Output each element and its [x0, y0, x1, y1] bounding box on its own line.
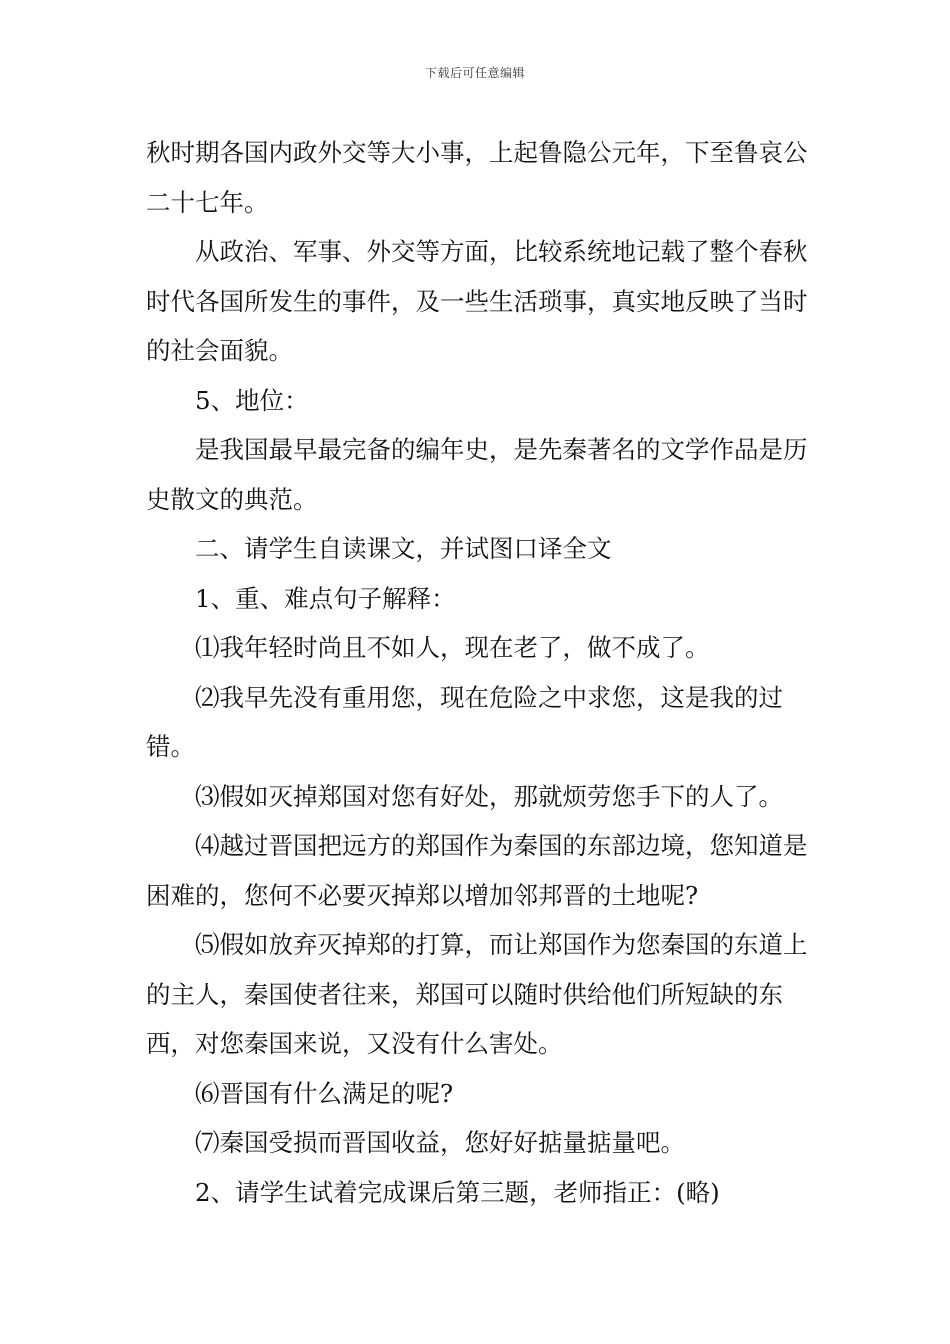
paragraph: 从政治、军事、外交等方面，比较系统地记载了整个春秋时代各国所发生的事件，及一些生活琐事，真实地反映了当时的社会面貌。	[146, 237, 808, 365]
paragraph: 5、地位：	[195, 385, 309, 415]
paragraph: 二、请学生自读课文，并试图口译全文	[195, 534, 612, 563]
document-body	[146, 128, 808, 1217]
paragraph: ⑴我年轻时尚且不如人，现在老了，做不成了。	[195, 633, 710, 662]
paragraph: 秋时期各国内政外交等大小事，上起鲁隐公元年，下至鲁哀公二十七年。	[146, 138, 808, 217]
paragraph: ⑺秦国受损而晋国收益，您好好掂量掂量吧。	[195, 1128, 685, 1157]
page-header: 下载后可任意编辑	[424, 66, 525, 80]
paragraph: ⑶假如灭掉郑国对您有好处，那就烦劳您手下的人了。	[195, 781, 783, 811]
paragraph: ⑷越过晋国把远方的郑国作为秦国的东部边境，您知道是困难的，您何不必要灭掉郑以增加邻邦晋的土地呢?	[146, 831, 808, 910]
paragraph: 1、重、难点句子解释：	[195, 583, 456, 613]
paragraph: ⑵我早先没有重用您，现在危险之中求您，这是我的过错。	[146, 682, 783, 761]
paragraph: 2、请学生试着完成课后第三题，老师指正：(略)	[195, 1177, 720, 1207]
paragraph: ⑹晋国有什么满足的呢?	[195, 1078, 454, 1108]
paragraph: ⑸假如放弃灭掉郑的打算，而让郑国作为您秦国的东道上的主人，秦国使者往来，郑国可以随时供给他们所短缺的东西，对您秦国来说，又没有什么害处。	[146, 930, 808, 1058]
paragraph: 是我国最早最完备的编年史，是先秦著名的文学作品是历史散文的典范。	[146, 435, 808, 514]
